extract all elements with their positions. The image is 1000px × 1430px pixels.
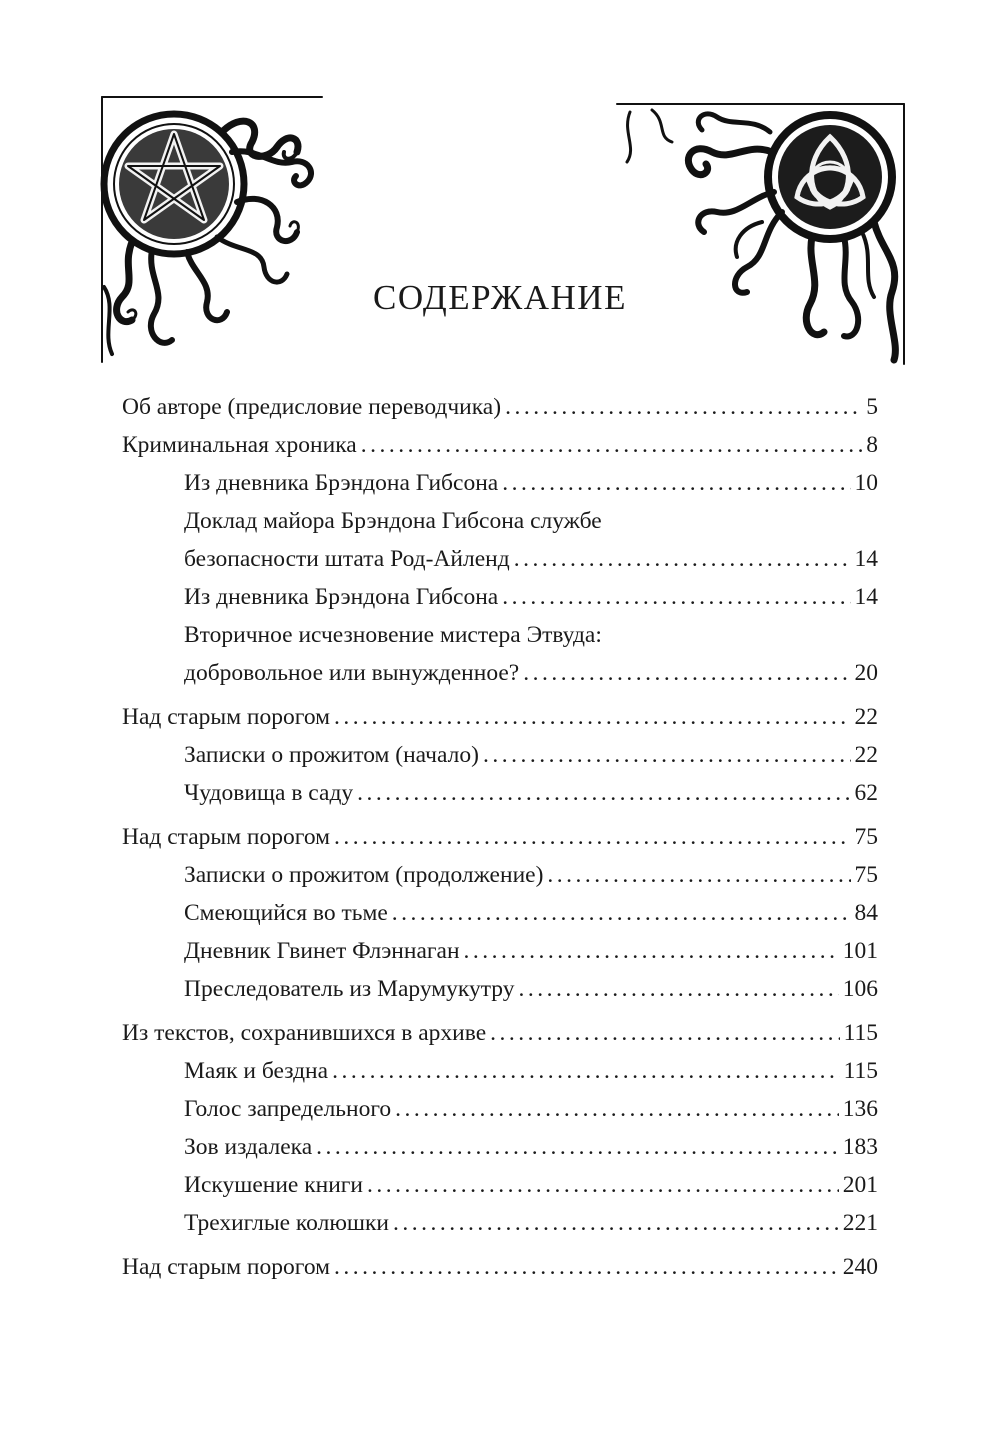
- pentagram-icon: [92, 92, 332, 367]
- toc-entry: [122, 616, 878, 654]
- toc-entry-title: Трехиглые колюшки: [184, 1210, 389, 1236]
- toc-entry: [122, 774, 878, 812]
- toc-entry-title: Записки о прожитом (начало): [184, 742, 479, 768]
- toc-entry-title: Из дневника Брэндона Гибсона: [184, 584, 499, 610]
- toc-entry-title: Криминальная хроника: [122, 432, 357, 458]
- toc-entry-title: Голос запредельного: [184, 1096, 392, 1122]
- toc-entry-page: 14: [854, 584, 878, 610]
- dot-leader: [334, 818, 851, 856]
- toc-entry: [122, 1090, 878, 1128]
- toc-entry-page: 115: [843, 1058, 878, 1084]
- dot-leader: [523, 654, 850, 692]
- toc-entry: [122, 426, 878, 464]
- toc-entry-page: 62: [854, 780, 878, 806]
- toc-entry-page: 5: [866, 394, 878, 420]
- toc-entry-title: Об авторе (предисловие переводчика): [122, 394, 502, 420]
- table-of-contents: [122, 388, 878, 1286]
- toc-entry-title: Из дневника Брэндона Гибсона: [184, 470, 499, 496]
- dot-leader: [395, 1090, 839, 1128]
- toc-entry-page: 106: [842, 976, 878, 1002]
- toc-entry-title: Зов издалека: [184, 1134, 313, 1160]
- toc-entry-title: Преследователь из Марумукутру: [184, 976, 515, 1002]
- toc-entry-page: 221: [842, 1210, 878, 1236]
- toc-entry: [122, 388, 878, 426]
- toc-entry-page: 75: [854, 824, 878, 850]
- toc-entry: [122, 1166, 878, 1204]
- toc-entry-page: 240: [842, 1254, 878, 1280]
- toc-entry: [122, 540, 878, 578]
- page-title: СОДЕРЖАНИЕ: [373, 278, 627, 317]
- dot-leader: [367, 1166, 839, 1204]
- toc-entry-title: безопасности штата Род-Айленд: [184, 546, 510, 572]
- toc-entry-page: 75: [854, 862, 878, 888]
- toc-entry-title: Искушение книги: [184, 1172, 364, 1198]
- toc-entry-title: Из текстов, сохранившихся в архиве: [122, 1020, 487, 1046]
- dot-leader: [502, 578, 850, 616]
- toc-entry: [122, 1204, 878, 1242]
- toc-entry-page: 136: [842, 1096, 878, 1122]
- toc-entry: [122, 1248, 878, 1286]
- toc-entry-page: 14: [854, 546, 878, 572]
- toc-entry-page: 8: [866, 432, 878, 458]
- dot-leader: [357, 774, 850, 812]
- toc-entry-title: Дневник Гвинет Флэннаган: [184, 938, 460, 964]
- dot-leader: [547, 856, 850, 894]
- dot-leader: [393, 1204, 839, 1242]
- toc-entry-page: 183: [842, 1134, 878, 1160]
- dot-leader: [392, 894, 851, 932]
- dot-leader: [334, 698, 851, 736]
- toc-entry: [122, 1014, 878, 1052]
- toc-entry: [122, 932, 878, 970]
- toc-entry: [122, 578, 878, 616]
- toc-entry-title: Над старым порогом: [122, 824, 330, 850]
- dot-leader: [332, 1052, 840, 1090]
- toc-entry: [122, 856, 878, 894]
- dot-leader: [316, 1128, 839, 1166]
- toc-entry-title: Смеющийся во тьме: [184, 900, 388, 926]
- toc-entry: [122, 654, 878, 692]
- toc-entry: [122, 970, 878, 1008]
- dot-leader: [514, 540, 851, 578]
- toc-entry-title: Записки о прожитом (продолжение): [184, 862, 544, 888]
- toc-entry-page: 20: [854, 660, 878, 686]
- toc-entry-page: 101: [842, 938, 878, 964]
- toc-entry: [122, 698, 878, 736]
- dot-leader: [490, 1014, 839, 1052]
- toc-entry: [122, 1052, 878, 1090]
- toc-entry: [122, 502, 878, 540]
- toc-entry-page: 22: [854, 704, 878, 730]
- toc-entry-page: 115: [843, 1020, 878, 1046]
- toc-entry-title: Вторичное исчезновение мистера Этвуда:: [184, 622, 602, 648]
- toc-entry-page: 10: [854, 470, 878, 496]
- dot-leader: [519, 970, 839, 1008]
- toc-entry: [122, 1128, 878, 1166]
- toc-entry-page: 22: [854, 742, 878, 768]
- toc-entry-page: 201: [842, 1172, 878, 1198]
- toc-entry-page: 84: [854, 900, 878, 926]
- toc-entry-title: Над старым порогом: [122, 704, 330, 730]
- toc-entry: [122, 736, 878, 774]
- toc-entry-title: Доклад майора Брэндона Гибсона службе: [184, 508, 602, 534]
- triquetra-icon: [612, 92, 912, 367]
- dot-leader: [505, 388, 862, 426]
- toc-entry-title: Чудовища в саду: [184, 780, 354, 806]
- dot-leader: [464, 932, 839, 970]
- dot-leader: [483, 736, 851, 774]
- toc-entry: [122, 894, 878, 932]
- toc-entry-title: Маяк и бездна: [184, 1058, 329, 1084]
- dot-leader: [361, 426, 863, 464]
- toc-entry: [122, 818, 878, 856]
- dot-leader: [334, 1248, 839, 1286]
- toc-entry: [122, 464, 878, 502]
- toc-entry-title: добровольное или вынужденное?: [184, 660, 520, 686]
- dot-leader: [502, 464, 850, 502]
- toc-entry-title: Над старым порогом: [122, 1254, 330, 1280]
